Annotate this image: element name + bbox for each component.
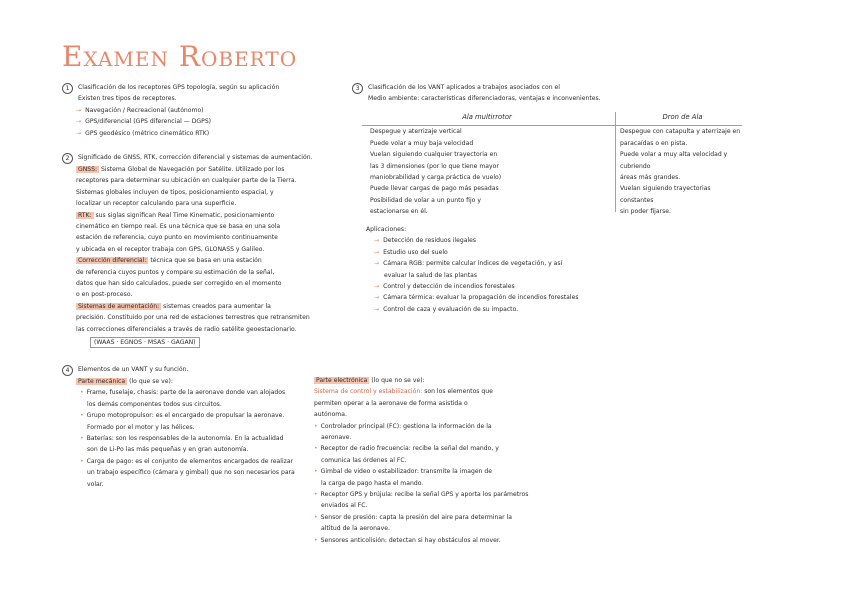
- bullet-icon: •: [80, 435, 84, 443]
- heading-line: Existen tres tipos de receptores.: [78, 95, 177, 103]
- section-number: 1: [62, 83, 73, 94]
- arrow-icon: →: [374, 260, 380, 268]
- section-3: [352, 82, 752, 105]
- section-2-heading: [62, 152, 337, 164]
- list-item-continuation: evaluar la salud de las plantas: [384, 271, 478, 279]
- column-line: paracaídas o en pista.: [620, 139, 688, 147]
- paragraph-line: autónoma.: [314, 411, 347, 419]
- column-line: Vuelan siguiendo trayectorias constantes: [620, 185, 711, 204]
- gnss-paragraph: GNSS: Sistema Global de Navegación por Satélite. Utilizado por los: [78, 166, 285, 173]
- term-highlight: GNSS:: [78, 166, 98, 173]
- column-line: estacionarse en él.: [370, 208, 428, 216]
- paragraph-line: cinemático en tiempo real. Es una técnica que se basa en una sola: [76, 223, 281, 231]
- arrow-icon: →: [374, 237, 380, 245]
- section-1-heading: [62, 82, 332, 105]
- list-item-continuation: son de Li-Po las más pequeñas y en gran autonomía.: [87, 446, 249, 454]
- column-line: sin poder fijarse.: [620, 208, 671, 216]
- list-item: → Estudio uso del suelo: [374, 248, 448, 256]
- list-item: → Cámara RGB: permite calcular índices de vegetación, y así: [374, 260, 563, 268]
- list-item: • Receptor GPS y brújula: recibe la señal GPS y aporta los parámetros: [314, 491, 529, 499]
- paragraph-line: las correcciones diferenciales a través de radio satélite geoestacionario.: [76, 325, 297, 333]
- section-3-heading: [352, 82, 752, 105]
- paragraph-line: o en post-proceso.: [76, 291, 133, 299]
- list-item-continuation: altitud de la aeronave.: [321, 525, 390, 533]
- term-highlight: RTK:: [78, 211, 92, 219]
- heading-line: Medio ambiente: características diferenciadoras, ventajas e inconvenientes.: [368, 95, 601, 103]
- section-4: [62, 364, 332, 490]
- column-line: Vuelan siguiendo cualquier trayectoria en: [370, 151, 498, 159]
- section-number: 3: [352, 83, 363, 94]
- paragraph-line: datos que han sido calculados, puede ser corregido en el momento: [76, 280, 282, 288]
- list-item: → Control de caza y evaluación de su impacto.: [374, 305, 519, 313]
- list-item: • Frame, fuselaje, chasis: parte de la aeronave donde van alojados: [80, 389, 286, 397]
- arrow-icon: →: [374, 294, 380, 302]
- page-title: Examen Roberto: [62, 40, 298, 73]
- column-line: Puede llevar cargas de pago más pesadas: [370, 185, 499, 193]
- list-item-continuation: aeronave.: [321, 434, 352, 442]
- augmentation-paragraph: Sistemas de aumentación: sistemas creados para aumentar la: [78, 302, 271, 310]
- arrow-icon: →: [374, 305, 380, 313]
- table-divider-vertical: [615, 112, 616, 212]
- arrow-icon: →: [374, 248, 380, 256]
- heading-line: Clasificación de los receptores GPS topología, según su aplicación: [78, 84, 280, 91]
- section-number: 2: [62, 153, 73, 164]
- bullet-icon: •: [80, 457, 84, 465]
- applications-title: Aplicaciones:: [366, 226, 407, 233]
- column-line: las 3 dimensiones (por lo que tiene mayor: [370, 162, 499, 170]
- bullet-icon: •: [314, 422, 318, 430]
- bullet-icon: •: [80, 389, 84, 397]
- paragraph-line: receptores para determinar su ubicación en cualquier parte de la Tierra.: [76, 177, 297, 185]
- section-4-electronics: [314, 375, 564, 546]
- heading-line: Significado de GNSS, RTK, corrección diferencial y sistemas de aumentación.: [78, 154, 313, 161]
- bullet-icon: •: [314, 536, 318, 544]
- list-item-continuation: enviados al FC.: [321, 502, 368, 510]
- control-system-line: Sistema de control y estabilización: son los elementos que: [314, 388, 493, 396]
- bullet-icon: •: [80, 412, 84, 420]
- column-line: Despegue y aterrizaje vertical: [370, 128, 462, 136]
- list-item-continuation: volar.: [87, 480, 104, 488]
- term-highlight: Sistemas de aumentación:: [78, 302, 160, 310]
- paragraph-line: Sistemas globales incluyen de tipos, posicionamiento espacial, y: [76, 188, 274, 196]
- section-number: 4: [62, 365, 73, 376]
- rtk-paragraph: RTK: sus siglas significan Real Time Kinematic, posicionamiento: [78, 211, 275, 219]
- list-item: • Grupo motopropulsor: es el encargado de propulsar la aeronave.: [80, 412, 285, 420]
- electronics-title: Parte electrónica (lo que no se ve):: [316, 377, 425, 384]
- list-item: • Sensor de presión: capta la presión del aire para determinar la: [314, 513, 512, 521]
- column-title: Dron de Ala: [662, 113, 703, 121]
- list-item: → GPS/diferencial (GPS diferencial — DGPS): [76, 118, 212, 126]
- list-item: → Control y detección de incendios forestales: [374, 283, 515, 291]
- fixed-wing-column: [620, 112, 745, 218]
- paragraph-line: precisión. Constituido por una red de estaciones terrestres que retransmiten: [76, 314, 310, 322]
- list-item: • Carga de pago: es el conjunto de elementos encargados de realizar: [80, 457, 294, 465]
- heading-line: Elementos de un VANT y su función.: [78, 366, 189, 373]
- column-line: Posibilidad de volar a un punto fijo y: [370, 196, 481, 204]
- list-item: → Cámara térmica: evaluar la propagación de incendios forestales: [374, 294, 579, 302]
- column-line: maniobrabilidad y carga práctica de vuelo): [370, 174, 502, 182]
- list-item: → Detección de residuos ilegales: [374, 237, 477, 245]
- paragraph-line: y ubicada en el receptor trabaja con GPS, GLONASS y Galileo.: [76, 245, 265, 253]
- column-line: Despegue con catapulta y aterrizaje en: [620, 128, 741, 136]
- comparison-table: [362, 112, 742, 220]
- correction-paragraph: Corrección diferencial: técnica que se basa en una estación: [78, 257, 262, 265]
- list-item: → Navegación / Recreacional (autónomo): [76, 106, 204, 114]
- column-line: Puede volar a muy alta velocidad y cubriendo: [620, 151, 728, 170]
- column-line: Puede volar a muy baja velocidad: [370, 139, 474, 147]
- arrow-icon: →: [76, 106, 82, 114]
- paragraph-line: permiten operar a la aeronave de forma asistida o: [314, 399, 468, 407]
- arrow-icon: →: [76, 129, 82, 137]
- list-item: • Gimbal de video o estabilizador: transmite la imagen de: [314, 468, 493, 476]
- section-1: [62, 82, 332, 139]
- section-4-heading: [62, 364, 332, 376]
- list-item-continuation: un trabajo específico (cámara y gimbal) que no son necesarios para: [87, 469, 295, 477]
- term-highlight: Parte mecánica: [78, 378, 126, 385]
- list-item-continuation: comunica las órdenes al FC.: [321, 456, 407, 464]
- paragraph-line: localizar un receptor calculando para una superficie.: [76, 200, 237, 208]
- column-line: áreas más grandes.: [620, 174, 681, 182]
- list-item: • Controlador principal (FC): gestiona la información de la: [314, 422, 492, 430]
- bullet-icon: •: [314, 468, 318, 476]
- list-item: • Sensores anticolisión: detectan si hay obstáculos al mover.: [314, 536, 501, 544]
- column-title: Ala multirrotor: [462, 113, 512, 121]
- bullet-icon: •: [314, 445, 318, 453]
- list-item: → GPS geodésico (métrico cinemático RTK): [76, 129, 210, 137]
- term-text: Sistema de control y estabilización:: [314, 388, 423, 396]
- multirotor-column: [362, 112, 612, 218]
- term-highlight: Parte electrónica: [316, 377, 368, 384]
- section-2: [62, 152, 337, 349]
- list-item-continuation: los demás componentes todos sus circuitos.: [87, 400, 222, 408]
- arrow-icon: →: [374, 283, 380, 291]
- bullet-icon: •: [314, 513, 318, 521]
- paragraph-line: de referencia cuyos puntos y compare su estimación de la señal,: [76, 268, 275, 276]
- applications: [366, 224, 746, 315]
- arrow-icon: →: [76, 118, 82, 126]
- list-item-continuation: Formado por el motor y las hélices.: [87, 423, 195, 431]
- heading-line: Clasificación de los VANT aplicados a trabajos asociados con el: [368, 84, 560, 91]
- list-item-continuation: la carga de pago hasta el mando.: [321, 479, 424, 487]
- bullet-icon: •: [314, 491, 318, 499]
- term-highlight: Corrección diferencial:: [78, 257, 147, 265]
- list-item: • Baterías: son los responsables de la autonomía. En la actualidad: [80, 435, 284, 443]
- paragraph-line: estación de referencia, cuyo punto en movimiento continuamente: [76, 234, 278, 242]
- systems-box: (WAAS · EGNOS · MSAS · GAGAN): [90, 337, 200, 348]
- list-item: • Receptor de radio frecuencia: recibe la señal del mando, y: [314, 445, 499, 453]
- mechanical-title: Parte mecánica (lo que se ve):: [78, 378, 173, 385]
